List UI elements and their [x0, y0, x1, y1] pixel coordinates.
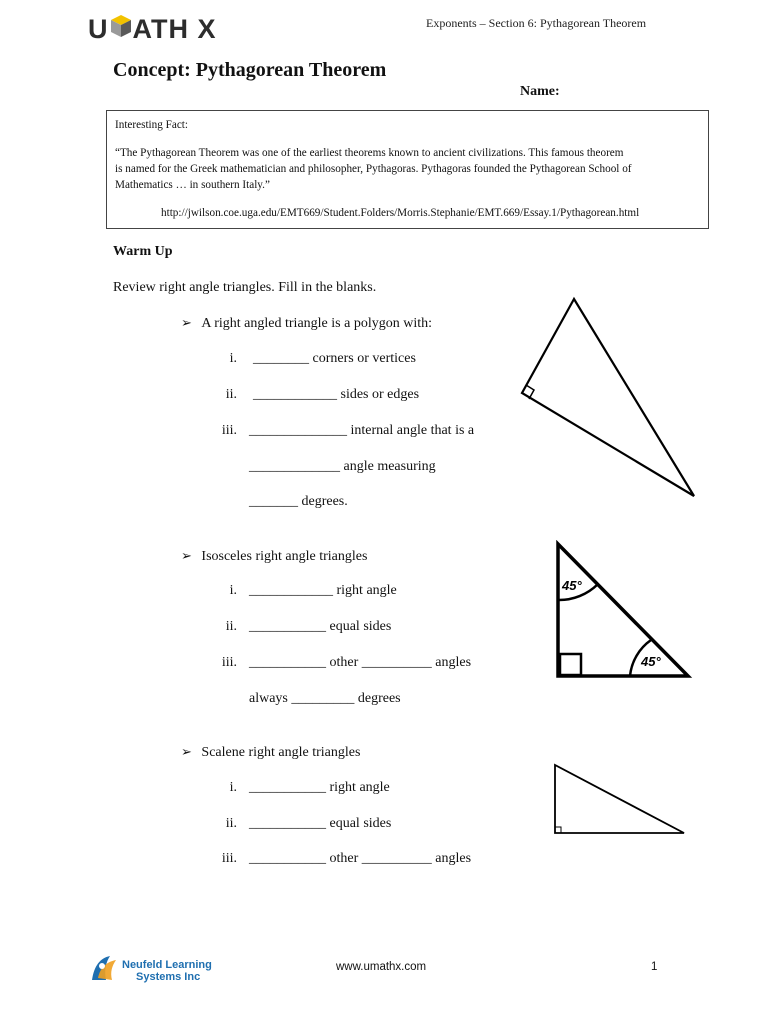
- item-number: i.: [229, 351, 237, 366]
- name-label: Name:: [520, 84, 560, 99]
- page-title: Concept: Pythagorean Theorem: [113, 59, 387, 81]
- section1-title: [181, 315, 432, 332]
- interesting-fact-box: [106, 110, 709, 229]
- blank-sides: ____________ sides or edges: [253, 387, 420, 402]
- blank-scalene-equal-sides: ___________ equal sides: [249, 816, 392, 831]
- section-header: Exponents – Section 6: Pythagorean Theorem: [426, 16, 647, 30]
- item-number: ii.: [225, 387, 237, 402]
- blank-corners: ________ corners or vertices: [253, 351, 416, 366]
- angle-label-bottom: 45°: [641, 654, 661, 669]
- neufeld-logo-text: [122, 959, 212, 983]
- warmup-intro: Review right angle triangles. Fill in the blanks.: [113, 280, 377, 295]
- item-number: iii.: [221, 851, 237, 866]
- arrow-bullet-icon: ➢: [181, 315, 192, 330]
- right-triangle-diagram: [515, 295, 705, 505]
- company-line-2: Systems Inc: [136, 970, 201, 983]
- fact-heading: Interesting Fact:: [115, 119, 189, 131]
- blank-always-degrees: always _________ degrees: [249, 691, 401, 706]
- neufeld-logo: [88, 952, 212, 989]
- section3-title: [181, 744, 360, 761]
- fact-source-url: http://jwilson.coe.uga.edu/EMT669/Student.Folders/Morris.Stephanie/EMT.669/Essay.1/Pythagorean.html: [161, 207, 640, 219]
- angle-label-top: 45°: [562, 578, 582, 593]
- section1-title-text: A right angled triangle is a polygon with:: [201, 316, 432, 331]
- logo-text-left: U: [88, 14, 109, 44]
- blank-degrees: _______ degrees.: [249, 494, 348, 509]
- fact-line-2: is named for the Greek mathematician and philosopher, Pythagoras. Pythagoras founded the Pythagorean School of: [115, 163, 632, 175]
- blank-right-angle: ____________ right angle: [249, 583, 397, 598]
- blank-scalene-right-angle: ___________ right angle: [249, 780, 390, 795]
- section2-title-text: Isosceles right angle triangles: [201, 549, 368, 564]
- scalene-triangle-diagram: [550, 760, 690, 840]
- section3-title-text: Scalene right angle triangles: [201, 745, 361, 760]
- logo-text-right: ATH X: [132, 14, 217, 44]
- neufeld-logo-icon: [88, 952, 120, 989]
- arrow-bullet-icon: ➢: [181, 548, 192, 563]
- warmup-heading: Warm Up: [113, 244, 173, 259]
- blank-other-angles: ___________ other __________ angles: [249, 655, 472, 670]
- item-number: i.: [229, 583, 237, 598]
- blank-scalene-other-angles: ___________ other __________ angles: [249, 851, 472, 866]
- section2-title: [181, 548, 367, 565]
- arrow-bullet-icon: ➢: [181, 744, 192, 759]
- footer-url: www.umathx.com: [336, 961, 427, 973]
- item-number: i.: [229, 780, 237, 795]
- umathx-logo: [88, 14, 217, 45]
- page-number: 1: [651, 961, 658, 973]
- item-number: iii.: [221, 423, 237, 438]
- item-number: iii.: [221, 655, 237, 670]
- company-line-1: Neufeld Learning: [122, 958, 212, 971]
- blank-equal-sides: ___________ equal sides: [249, 619, 392, 634]
- item-number: ii.: [225, 816, 237, 831]
- fact-line-3: Mathematics … in southern Italy.”: [115, 179, 270, 191]
- blank-angle-measuring: _____________ angle measuring: [249, 459, 436, 474]
- cube-icon: [110, 14, 132, 45]
- isosceles-triangle-diagram: [553, 540, 695, 682]
- item-number: ii.: [225, 619, 237, 634]
- fact-line-1: “The Pythagorean Theorem was one of the earliest theorems known to ancient civilizations. This famous theorem: [115, 147, 624, 159]
- blank-internal-angle: ______________ internal angle that is a: [249, 423, 475, 438]
